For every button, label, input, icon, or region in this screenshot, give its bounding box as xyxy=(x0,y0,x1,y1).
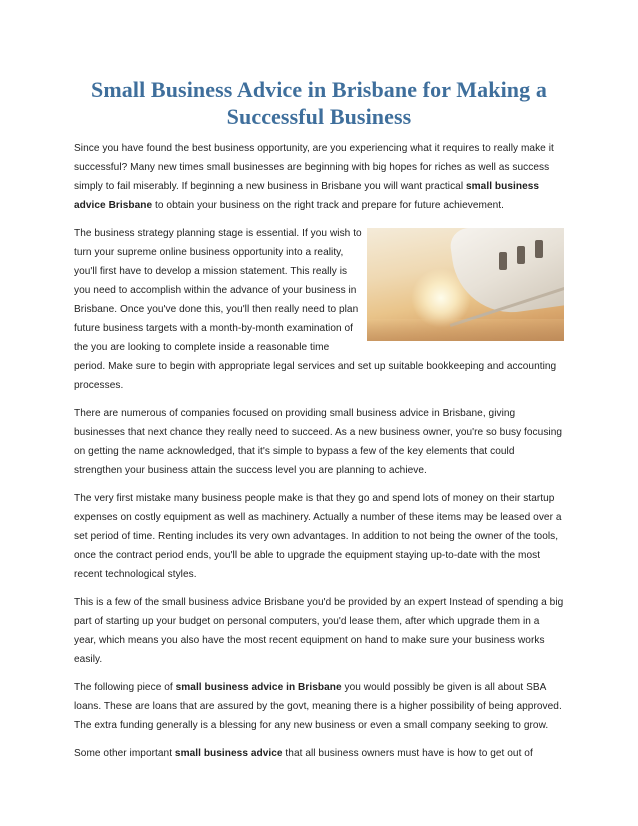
boat-window xyxy=(517,246,525,264)
paragraph-7 xyxy=(74,744,564,763)
paragraph-2 xyxy=(74,224,564,395)
p6-bold-keyword: small business advice in Brisbane xyxy=(175,682,342,693)
p7-bold-keyword: small business advice xyxy=(174,748,283,759)
p7-text-after: that all business owners must have is how to get out of xyxy=(282,748,533,759)
p7-text-before: Some other important xyxy=(74,748,175,759)
water xyxy=(367,319,564,341)
p1-text: Since you have found the best business opportunity, are you experiencing what it requires to really make it successful? Many new times small businesses are beginning with big hopes for riches as well as success simply to fail miserably. If beginning a new business in Brisbane you will want practical xyxy=(74,143,554,192)
boat-window xyxy=(499,252,507,270)
p1-text-after: to obtain your business on the right track and prepare for future achievement. xyxy=(152,200,505,211)
p2-text: The business strategy planning stage is essential. If you wish to turn your supreme online business opportunity into a reality, you'll first have to develop a mission statement. This really is you need to accomplish within the advance of your business in Brisbane. Once you've done this, you'll then really need to plan future business targets with a month-by-month examination of the you are looking to complete inside a reasonable time period. Make sure to begin with appropriate legal services and set up suitable bookkeeping and accounting processes. xyxy=(74,228,557,391)
yacht-sunset-photo xyxy=(367,228,564,341)
boat-window xyxy=(535,240,543,258)
paragraph-4: The very first mistake many business people make is that they go and spend lots of money on their startup expenses on costly equipment as well as machinery. Actually a number of these items may be leased over a set period of time. Renting includes its very own advantages. In addition to not being the owner of the tools, once the contract period ends, you'll be able to upgrade the equipment staying up-to-date with the most recent technological styles. xyxy=(74,493,562,580)
p6-text-before: The following piece of xyxy=(74,682,176,693)
title-line-2: Successful Business xyxy=(226,104,412,129)
paragraph-3: There are numerous of companies focused on providing small business advice in Brisbane, giving businesses that next chance they really need to succeed. As a new business owner, you're so busy focusing on getting the name acknowledged, that it's simple to bypass a few of the key elements that could strengthen your business attain the success level you are planning to achieve. xyxy=(74,408,563,476)
p1-bold-keyword: small business advice Brisbane xyxy=(74,181,540,211)
paragraph-1 xyxy=(74,139,564,215)
paragraph-5: This is a few of the small business advice Brisbane you'd be provided by an expert Instead of spending a big part of starting up your budget on personal computers, you'd lease them, after which upgrade them in a year, which means you also have the most recent equipment on hand to make sure your business works easily. xyxy=(74,597,564,665)
paragraph-6 xyxy=(74,678,564,735)
document-page xyxy=(74,76,564,763)
p6-text-after: you would possibly be given is all about SBA loans. These are loans that are assured by the govt, meaning there is a higher possibility of being approved. The extra funding generally is a blessing for any new business or even a small company seeking to grow. xyxy=(74,682,562,731)
document-title xyxy=(74,76,564,130)
title-line-1: Small Business Advice in Brisbane for Making a xyxy=(91,77,547,102)
